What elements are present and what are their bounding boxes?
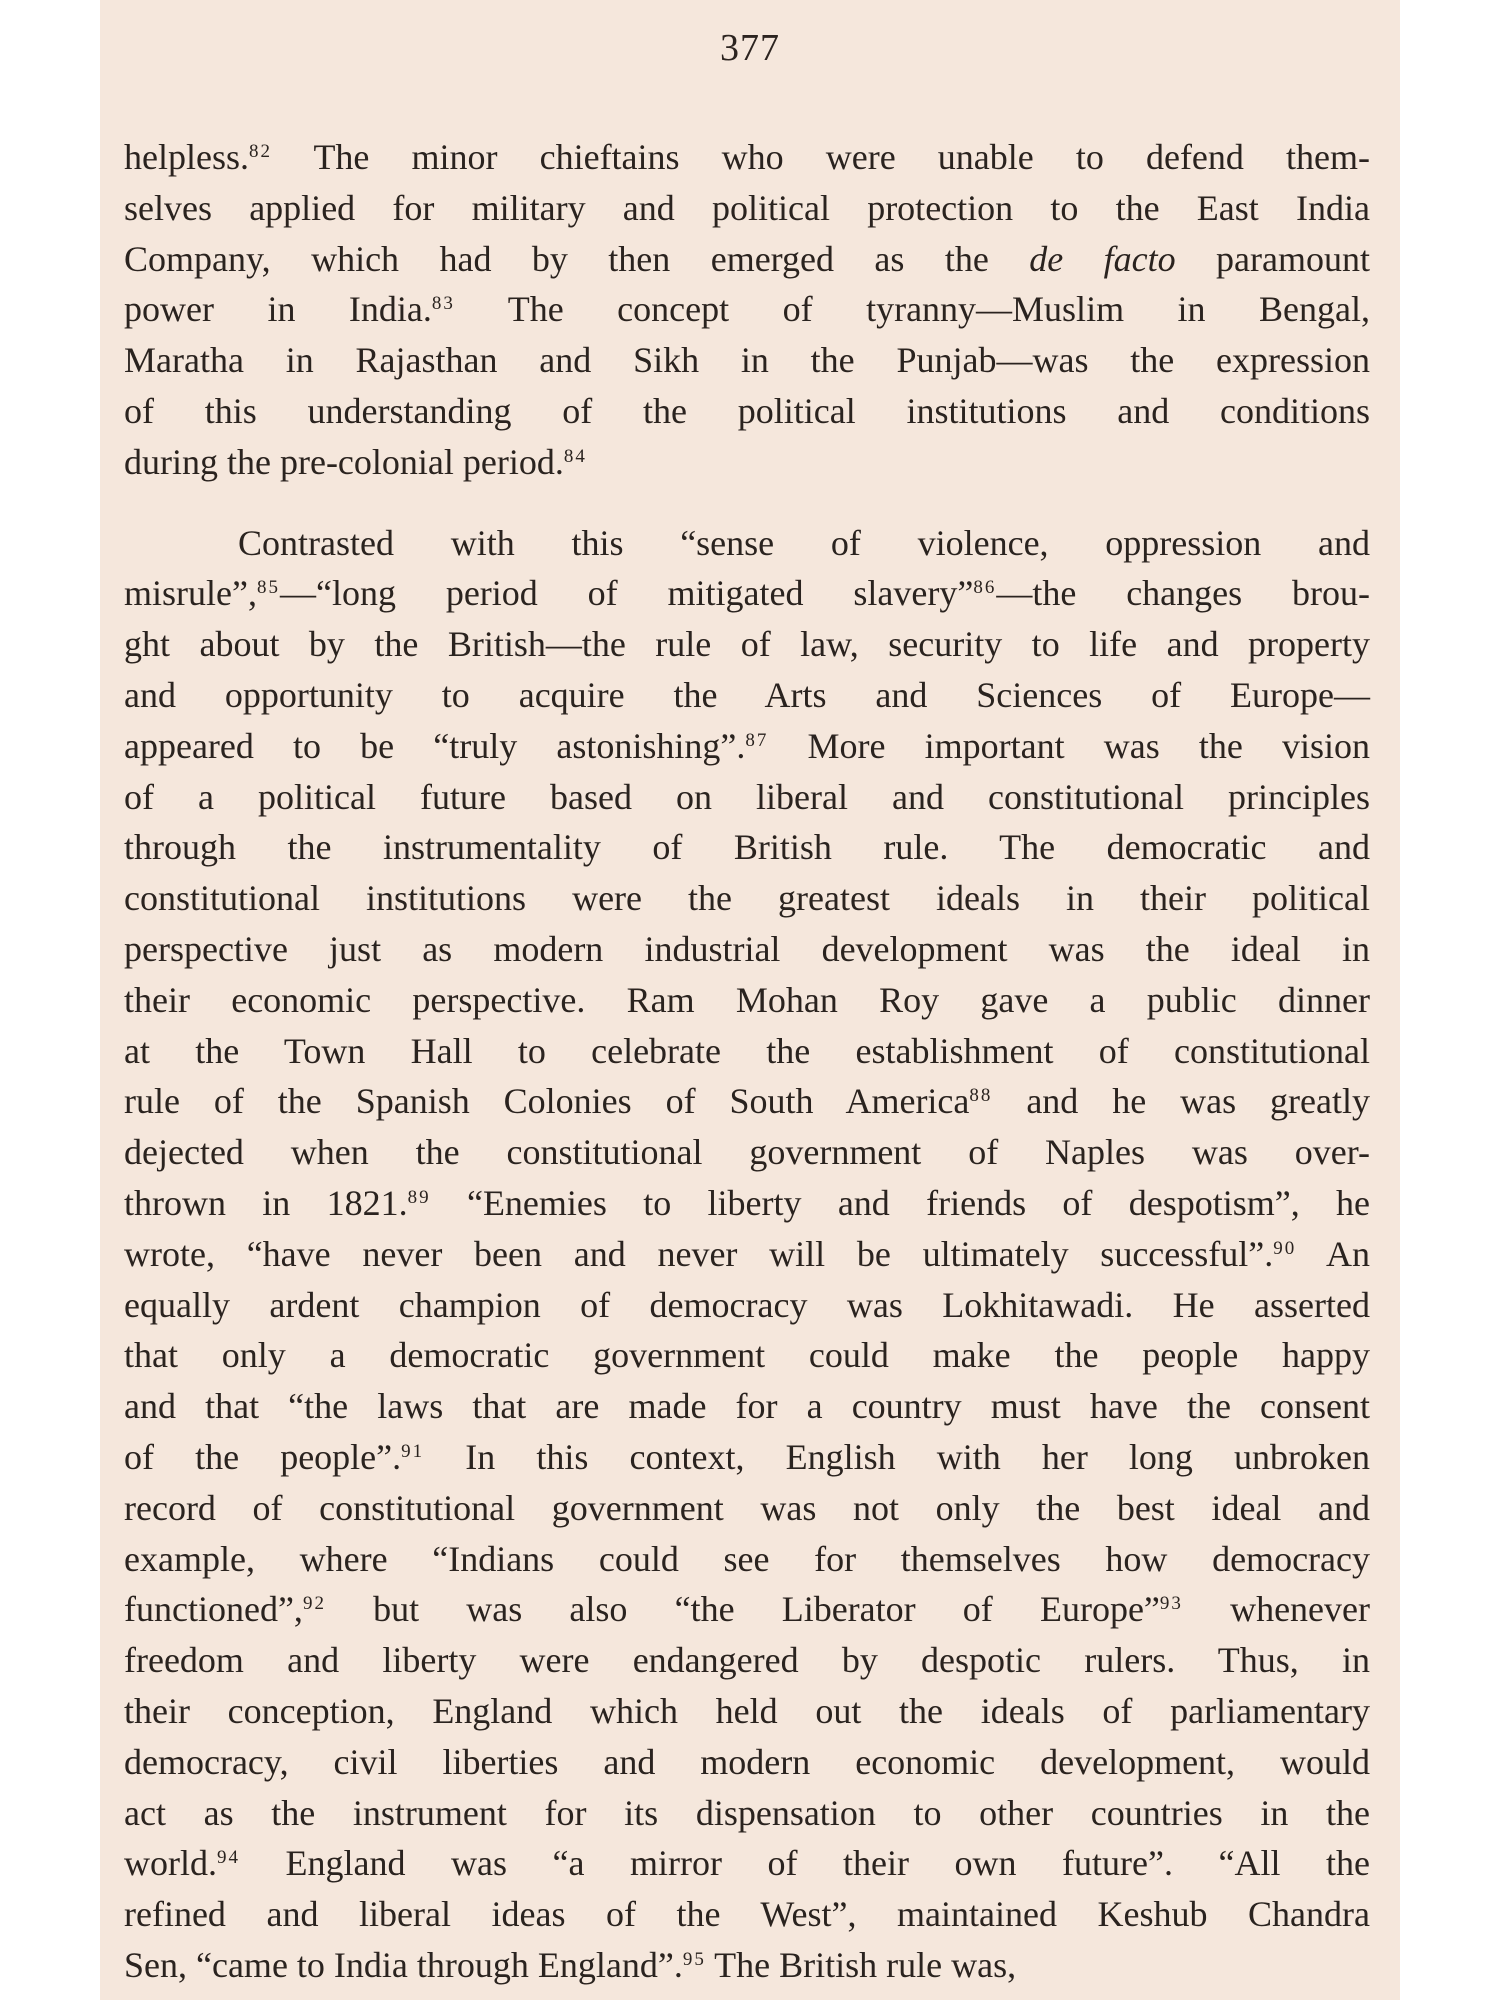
text-line: [124, 1737, 1370, 1788]
text-segment: example, where “Indians could see for themselves how democracy: [124, 1538, 1370, 1579]
text-segment: freedom and liberty were endangered by despotic rulers. Thus, in: [124, 1640, 1370, 1681]
text-line: [124, 1584, 1370, 1635]
footnote-marker: 85: [256, 577, 280, 599]
text-segment: perspective just as modern industrial development was the ideal in: [124, 928, 1370, 969]
text-segment: “Enemies to liberty and friends of despotism”, he: [430, 1182, 1370, 1223]
text-line: [124, 619, 1370, 670]
text-segment: —the changes brou-: [996, 573, 1371, 614]
text-segment: helpless.: [124, 137, 249, 177]
text-line: [124, 1940, 1370, 1991]
text-segment: of this understanding of the political institutions and conditions: [124, 390, 1370, 431]
text-segment: misrule”,: [124, 573, 257, 614]
text-line: [124, 1076, 1370, 1127]
footnote-marker: 84: [563, 445, 587, 467]
text-line: [124, 1330, 1370, 1381]
text-segment: their conception, England which held out the ideals of parliamentary: [124, 1690, 1370, 1731]
italic-text: de facto: [1029, 238, 1176, 279]
text-segment: thrown in 1821.: [124, 1182, 408, 1223]
footnote-marker: 86: [973, 577, 997, 599]
text-line: [124, 975, 1370, 1026]
paragraph: [124, 132, 1370, 488]
text-line: [124, 1838, 1370, 1889]
text-segment: equally ardent champion of democracy was Lokhitawadi. He asserted: [124, 1284, 1370, 1325]
text-segment: that only a democratic government could make the people happy: [124, 1335, 1370, 1376]
footnote-marker: 91: [401, 1440, 425, 1462]
text-line: [124, 1686, 1370, 1737]
text-segment: Contrasted with this “sense of violence, oppression and: [238, 522, 1370, 563]
text-segment: Sen, “came to India through England”.: [124, 1944, 683, 1985]
text-line: [124, 670, 1370, 721]
text-segment: during the pre-colonial period.: [124, 441, 564, 482]
footnote-marker: 83: [431, 293, 455, 315]
text-segment: functioned”,: [124, 1589, 303, 1630]
text-segment: and he was greatly: [992, 1081, 1370, 1122]
footnote-marker: 95: [682, 1948, 706, 1970]
text-segment: The minor chieftains who were unable to defend them-: [271, 137, 1370, 177]
text-segment: paramount: [1175, 238, 1370, 279]
text-segment: of a political future based on liberal and constitutional principles: [124, 776, 1370, 817]
text-line: [124, 183, 1370, 234]
text-segment: act as the instrument for its dispensation to other countries in the: [124, 1792, 1370, 1833]
text-line: [124, 1483, 1370, 1534]
text-line: [124, 437, 1370, 488]
text-segment: —“long period of mitigated slavery”: [279, 573, 974, 614]
text-line: [124, 284, 1370, 335]
text-segment: democracy, civil liberties and modern economic development, would: [124, 1741, 1370, 1782]
text-segment: rule of the Spanish Colonies of South America: [124, 1081, 970, 1122]
text-segment: at the Town Hall to celebrate the establishment of constitutional: [124, 1030, 1370, 1071]
text-segment: record of constitutional government was not only the best ideal and: [124, 1487, 1370, 1528]
text-segment: through the instrumentality of British rule. The democratic and: [124, 827, 1370, 868]
footnote-marker: 89: [407, 1186, 431, 1208]
text-segment: More important was the vision: [768, 725, 1370, 766]
page-number: 377: [720, 27, 780, 69]
footnote-marker: 93: [1159, 1593, 1183, 1615]
text-line: [124, 1026, 1370, 1077]
text-segment: and that “the laws that are made for a country must have the consent: [124, 1386, 1370, 1427]
text-line: [124, 1381, 1370, 1432]
book-page: [100, 0, 1400, 2000]
text-segment: their economic perspective. Ram Mohan Roy gave a public dinner: [124, 979, 1370, 1020]
text-line: [124, 568, 1370, 619]
text-line: [124, 924, 1370, 975]
text-segment: ght about by the British—the rule of law, security to life and property: [124, 624, 1370, 665]
footnote-marker: 88: [969, 1085, 993, 1107]
text-line: [124, 1534, 1370, 1585]
text-line: [124, 518, 1370, 569]
text-line: [124, 1788, 1370, 1839]
text-segment: The concept of tyranny—Muslim in Bengal,: [454, 289, 1370, 330]
text-segment: of the people”.: [124, 1436, 402, 1477]
text-line: [124, 822, 1370, 873]
text-line: [124, 234, 1370, 285]
text-line: [124, 1229, 1370, 1280]
footnote-marker: 92: [302, 1593, 326, 1615]
text-line: [124, 1127, 1370, 1178]
text-line: [124, 1280, 1370, 1331]
text-line: [124, 772, 1370, 823]
text-segment: In this context, English with her long unbroken: [424, 1436, 1371, 1477]
text-line: [124, 1635, 1370, 1686]
text-line: [124, 335, 1370, 386]
text-line: [124, 1889, 1370, 1940]
text-line: [124, 873, 1370, 924]
text-segment: but was also “the Liberator of Europe”: [325, 1589, 1160, 1630]
text-segment: selves applied for military and political protection to the East India: [124, 187, 1370, 228]
footnote-marker: 94: [217, 1847, 240, 1869]
text-segment: wrote, “have never been and never will be ultimately successful”.: [124, 1233, 1274, 1274]
text-segment: Maratha in Rajasthan and Sikh in the Punjab—was the expression: [124, 340, 1370, 381]
text-segment: and opportunity to acquire the Arts and Sciences of Europe—: [124, 674, 1370, 715]
paragraph: [124, 518, 1370, 1991]
text-segment: The British rule was,: [705, 1944, 1017, 1985]
text-segment: constitutional institutions were the greatest ideals in their political: [124, 878, 1370, 919]
text-segment: refined and liberal ideas of the West”, maintained Keshub Chandra: [124, 1894, 1370, 1935]
text-segment: whenever: [1182, 1589, 1370, 1630]
text-segment: dejected when the constitutional government of Naples was over-: [124, 1132, 1370, 1173]
text-line: [124, 1178, 1370, 1229]
body-text: [124, 132, 1370, 1991]
text-segment: appeared to be “truly astonishing”.: [124, 725, 746, 766]
text-line: [124, 386, 1370, 437]
footnote-marker: 82: [248, 141, 272, 162]
text-segment: power in India.: [124, 289, 432, 330]
text-line: [124, 721, 1370, 772]
text-segment: England was “a mirror of their own future”. “All the: [240, 1843, 1370, 1884]
paragraph-gap: [124, 488, 1370, 518]
footnote-marker: 87: [745, 729, 769, 751]
text-line: [124, 132, 1370, 183]
footnote-marker: 90: [1273, 1237, 1297, 1259]
text-segment: Company, which had by then emerged as the: [124, 238, 1030, 279]
text-segment: world.: [124, 1843, 217, 1884]
text-segment: An: [1296, 1233, 1370, 1274]
text-line: [124, 1432, 1370, 1483]
